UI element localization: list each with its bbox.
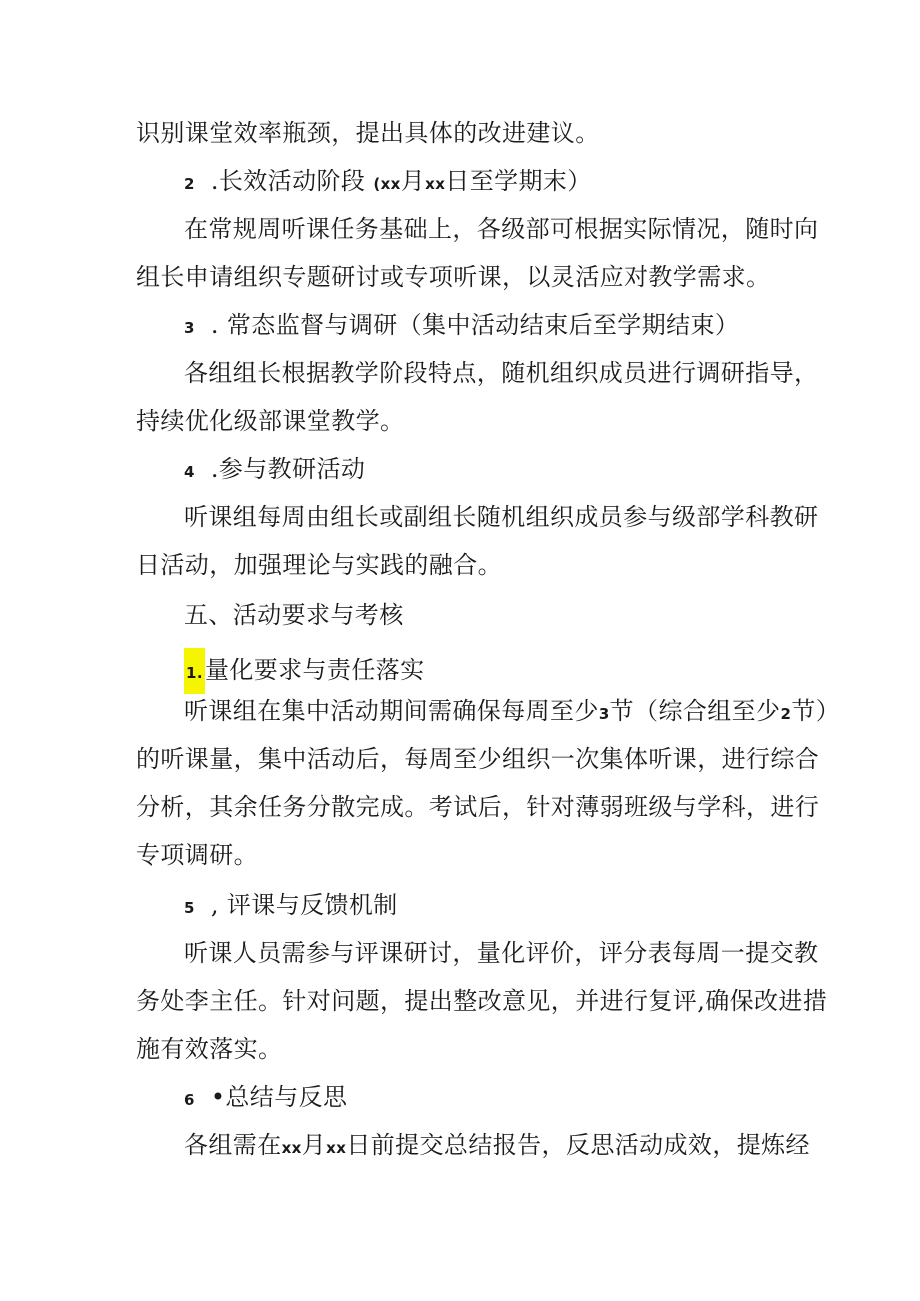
section-heading-6 [184, 1082, 796, 1115]
text-segment: 节） [791, 697, 841, 725]
section-heading-5-1 [184, 648, 796, 694]
section-title: .参与教研活动 [210, 455, 366, 483]
paragraph-line: 施有效落实。 [136, 1035, 283, 1063]
paragraph-line: 听课组每周由组长或副组长随机组织成员参与级部学科教研 [184, 503, 819, 531]
chapter-heading: 五、活动要求与考核 [184, 601, 404, 629]
section-number: 3 [184, 319, 195, 337]
section-title-rest: 日至学期末） [445, 167, 592, 195]
section-heading-5 [184, 890, 796, 923]
section-number-highlighted: 1. [184, 648, 205, 694]
paragraph-line: 专项调研。 [136, 841, 258, 869]
section-title: 长效活动阶段 [218, 167, 366, 195]
paragraph-line: 识别课堂效率瓶颈，提出具体的改进建议。 [136, 119, 600, 147]
section-title: . 常态监督与调研（集中活动结束后至学期结束） [210, 311, 740, 339]
paragraph-line: 在常规周听课任务基础上，各级部可根据实际情况，随时向 [184, 215, 819, 243]
paragraph-line: 分析，其余任务分散完成。考试后，针对薄弱班级与学科，进行 [136, 793, 820, 821]
paragraph-line: 组长申请组织专题研讨或专项听课，以灵活应对教学需求。 [136, 263, 771, 291]
section-number: 6 [184, 1091, 195, 1109]
placeholder-month: xx [281, 1139, 302, 1157]
count-number: 3 [598, 705, 610, 723]
section-number: 2 [184, 175, 195, 193]
section-heading-4 [184, 454, 796, 487]
paragraph-line: 持续优化级部课堂教学。 [136, 407, 405, 435]
paragraph-line: 的听课量，集中活动后，每周至少组织一次集体听课，进行综合 [136, 745, 820, 773]
paragraph-line: 务处李主任。针对问题，提出整改意见，并进行复评,确保改进措 [136, 987, 828, 1015]
section-title: 量化要求与责任落实 [204, 656, 425, 684]
text-segment: 听课组在集中活动期间需确保每周至少 [184, 697, 599, 725]
paren-open: ( [373, 175, 381, 193]
text-segment: 月 [301, 1131, 327, 1159]
section-number: 5 [184, 899, 195, 917]
section-heading-2 [184, 166, 796, 199]
count-number: 2 [780, 705, 792, 723]
month-char: 月 [400, 167, 426, 195]
paragraph-line [184, 696, 841, 729]
paragraph-line: 听课人员需参与评课研讨，量化评价，评分表每周一提交教 [184, 939, 819, 967]
section-separator: . [210, 167, 219, 195]
text-segment: 节（综合组至少 [609, 697, 781, 725]
placeholder-month: xx [380, 175, 401, 193]
section-heading-3 [184, 310, 796, 343]
paragraph-line: 日活动，加强理论与实践的融合。 [136, 551, 502, 579]
text-segment: 各组需在 [184, 1131, 282, 1159]
placeholder-day: xx [425, 175, 446, 193]
section-title: , 评课与反馈机制 [210, 891, 398, 919]
section-number: 4 [184, 463, 195, 481]
text-segment: 日前提交总结报告，反思活动成效，提炼经 [346, 1131, 810, 1159]
paragraph-line [184, 1130, 810, 1163]
placeholder-day: xx [326, 1139, 347, 1157]
paragraph-line: 各组组长根据教学阶段特点，随机组织成员进行调研指导， [184, 359, 819, 387]
section-title: •总结与反思 [210, 1083, 348, 1111]
